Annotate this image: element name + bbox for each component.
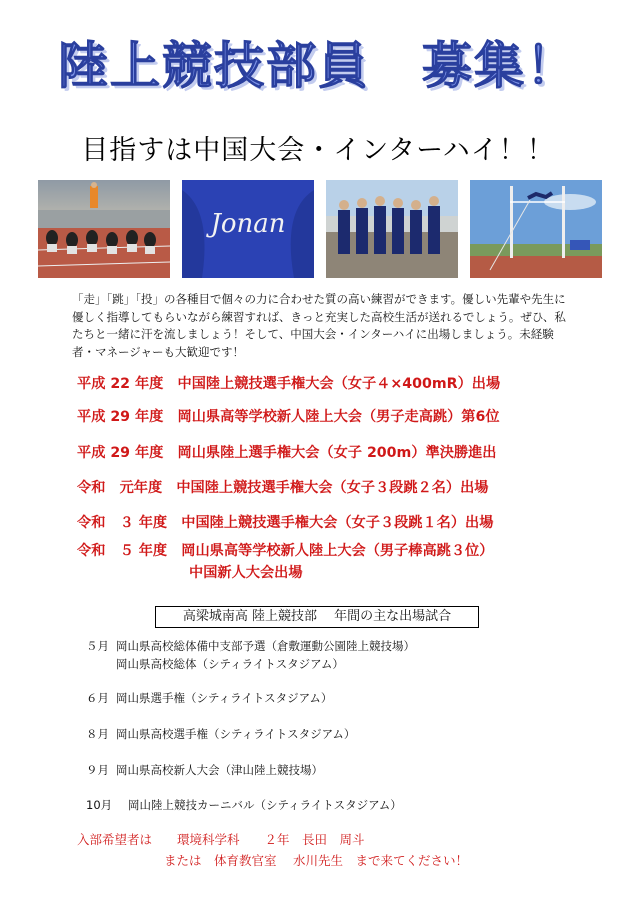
intro-text: 「走」「跳」「投」の各種目で個々の力に合わせた質の高い練習ができます。優しい先輩や先生に優しく指導してもらいながら練習すれば、きっと充実した高校生活が送れるでしょう。ぜひ、私たちと一緒に汗を流しましょう！そして、中国大会・インターハイに出場しましょう。未経験者・マネージャーも大歓迎です！ bbox=[72, 292, 566, 359]
schedule-title: 高梁城南高 陸上競技部 年間の主な出場試合 bbox=[155, 606, 479, 628]
achievement-item: 平成 22 年度 中国陸上競技選手権大会（女子４×400mR）出場 bbox=[77, 376, 501, 392]
pole-vault-photo bbox=[470, 180, 602, 278]
team-group-photo bbox=[326, 180, 458, 278]
schedule-month: ８月 bbox=[86, 727, 109, 741]
page-title: 陸上競技部員 募集！ bbox=[58, 37, 578, 95]
achievement-item: 令和 ５ 年度 岡山県高等学校新人陸上大会（男子棒高跳３位） bbox=[77, 543, 494, 559]
contact-line-2: または 体育教官室 水川先生 まで来てください！ bbox=[164, 853, 468, 868]
schedule-month: ９月 bbox=[86, 763, 109, 777]
schedule-row bbox=[86, 726, 355, 742]
schedule-month: ６月 bbox=[86, 691, 109, 705]
schedule-event: 岡山県高校総体（シティライトスタジアム） bbox=[116, 657, 344, 671]
schedule-event: 岡山県高校総体備中支部予選（倉敷運動公園陸上競技場） bbox=[116, 639, 415, 653]
sprint-start-photo bbox=[38, 180, 170, 278]
contact-line-1: 入部希望者は 環境科学科 ２年 長田 周斗 bbox=[77, 832, 365, 847]
schedule-row bbox=[86, 656, 344, 672]
achievement-item: 令和 ３ 年度 中国陸上競技選手権大会（女子３段跳１名）出場 bbox=[77, 515, 494, 531]
schedule-event: 岡山県選手権（シティライトスタジアム） bbox=[116, 691, 333, 705]
schedule-month: 10月 bbox=[86, 798, 113, 812]
schedule-event: 岡山陸上競技カーニバル（シティライトスタジアム） bbox=[128, 798, 402, 812]
schedule-event: 岡山県高校新人大会（津山陸上競技場） bbox=[116, 763, 323, 777]
schedule-row bbox=[86, 797, 402, 813]
schedule-row bbox=[86, 762, 323, 778]
schedule-row bbox=[86, 690, 332, 706]
achievement-item-continued: 中国新人大会出場 bbox=[189, 565, 303, 581]
jersey-text: Jonan bbox=[210, 209, 286, 239]
achievement-item: 平成 29 年度 岡山県高等学校新人陸上大会（男子走高跳）第6位 bbox=[77, 409, 500, 425]
achievement-item: 平成 29 年度 岡山県陸上選手権大会（女子 200m）準決勝進出 bbox=[77, 445, 497, 461]
achievement-item: 令和 元年度 中国陸上競技選手権大会（女子３段跳２名）出場 bbox=[77, 480, 489, 496]
schedule-month: ５月 bbox=[86, 639, 109, 653]
schedule-event: 岡山県高校選手権（シティライトスタジアム） bbox=[116, 727, 356, 741]
schedule-row bbox=[86, 638, 415, 654]
page-subtitle: 目指すは中国大会・インターハイ！！ bbox=[81, 135, 555, 166]
jersey-logo-photo bbox=[182, 180, 314, 278]
